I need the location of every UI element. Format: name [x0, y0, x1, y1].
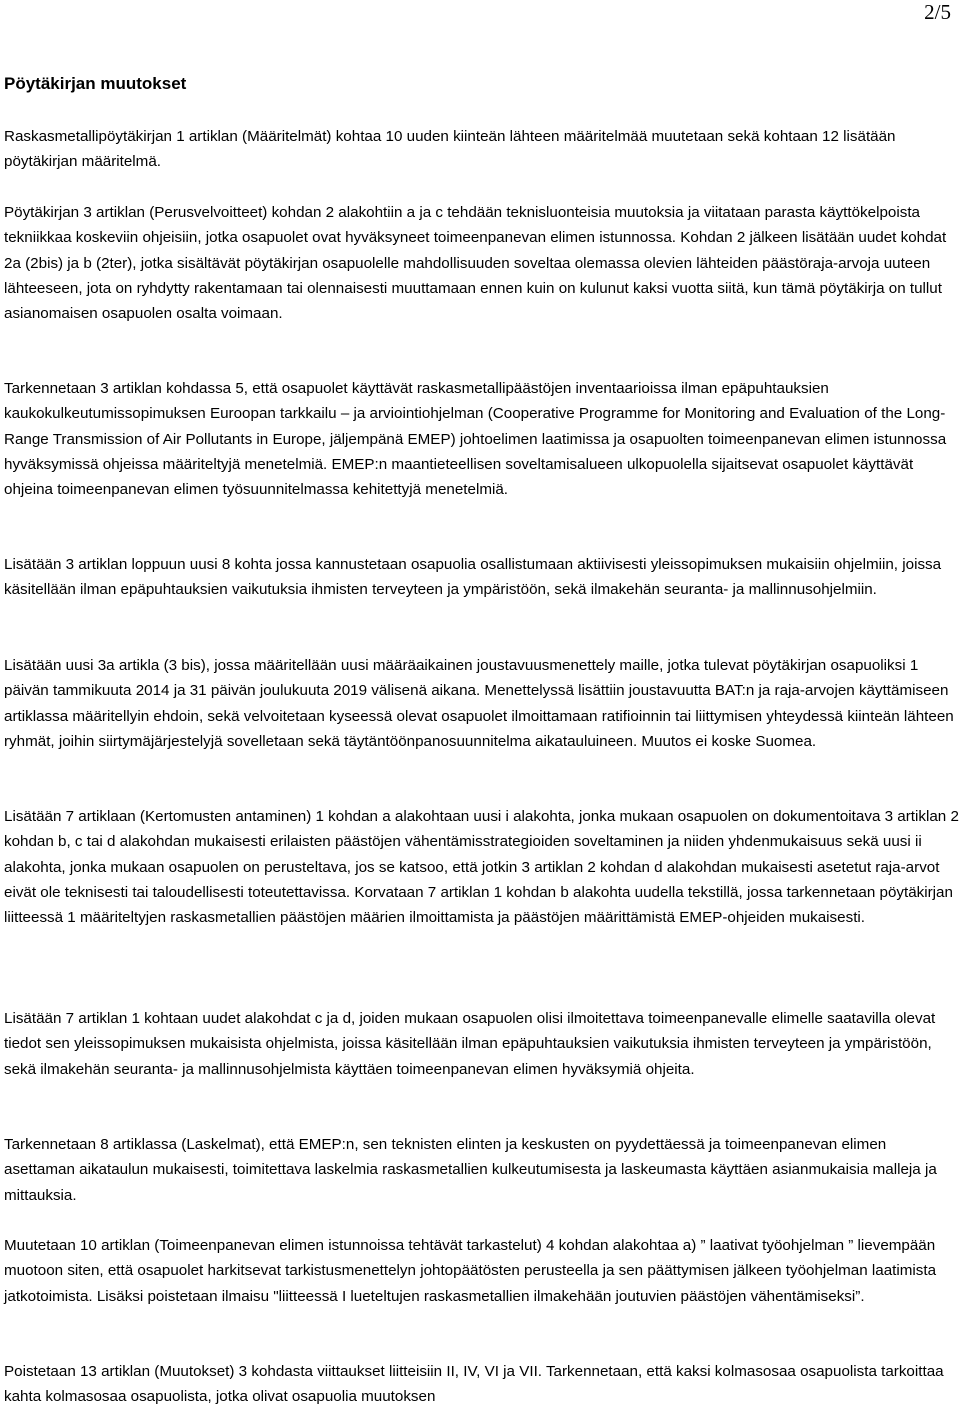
- paragraph-2: Pöytäkirjan 3 artiklan (Perusvelvoitteet) kohdan 2 alakohtiin a ja c tehdään teknisluonteisia muutoksia ja viitataan parasta käyttökelpoista tekniikkaa koskeviin ohjeisiin, jotka osapuolet ovat hyväksyneet toimeenpanevan elimen istunnossa. Kohdan 2 jälkeen lisätään uudet kohdat 2a (2bis) ja b (2ter), jotka sisältävät pöytäkirjan osapuolelle mahdollisuuden soveltaa olemassa olevien lähteiden päästöraja-arvoja uuteen lähteeseen, jota on ryhdytty rakentamaan tai olennaisesti muuttamaan ennen kuin on kulunut kaksi vuotta siitä, kun tämä pöytäkirja on tullut asianomaisen osapuolen osalta voimaan.: [4, 204, 947, 323]
- paragraph-8: Tarkennetaan 8 artiklassa (Laskelmat), että EMEP:n, sen teknisten elinten ja keskusten on pyydettäessä ja toimeenpanevan elimen asettaman aikataulun mukaisesti, toimitettava laskelmia raskasmetallien kulkeutumisesta ja laskeumasta käyttäen asianmukaisia malleja ja mittauksia.: [4, 1136, 937, 1204]
- paragraph-7: Lisätään 7 artiklan 1 kohtaan uudet alakohdat c ja d, joiden mukaan osapuolen olisi ilmoitettava toimeenpanevalle elimelle saatavilla olevat tiedot sen yleissopimuksen mukaisista ohjelmista, joissa käsitellään ilman epäpuhtauksien vaikutuksia ihmisten terveyteen ja ympäristöön, sekä ilmakehän seuranta- ja mallinnusohjelmista käyttäen toimeenpanevan elimen hyväksymiä ohjeita.: [4, 1010, 936, 1078]
- paragraph-9: Muutetaan 10 artiklan (Toimeenpanevan elimen istunnoissa tehtävät tarkastelut) 4 kohdan alakohtaa a) ” laativat työohjelman ” lievempään muotoon siten, että osapuolet harkitsevat tarkistusmenettelyn johtopäätösten perusteella ja sen päättymisen jälkeen työohjelman laatimista jatkotoimista. Lisäksi poistetaan ilmaisu "liitteessä I lueteltujen raskasmetallien ilmakehään joutuvien päästöjen vähentämiseksi”.: [4, 1237, 937, 1305]
- paragraph-10: Poistetaan 13 artiklan (Muutokset) 3 kohdasta viittaukset liitteisiin II, IV, VI ja VII. Tarkennetaan, että kaksi kolmasosaa osapuolista tarkoittaa kahta kolmasosaa osapuolista, jotka olivat osapuolia muutoksen: [4, 1363, 944, 1406]
- page-number: 2/5: [924, 0, 951, 24]
- paragraph-3: Tarkennetaan 3 artiklan kohdassa 5, että osapuolet käyttävät raskasmetallipäästöjen inventaarioissa ilman epäpuhtauksien kaukokulkeutumissopimuksen Euroopan tarkkailu – ja arviointiohjelman (Cooperative Programme for Monitoring and Evaluation of the Long-Range Transmission of Air Pollutants in Europe, jäljempänä EMEP) johtoelimen laatimissa ja osapuolten toimeenpanevan elimen istunnossa hyväksymissä ohjeissa määriteltyjä menetelmiä. EMEP:n maantieteellisen soveltamisalueen ulkopuolella sijaitsevat osapuolet käyttävät ohjeina toimeenpanevan elimen työsuunnitelmassa kehitettyjä menetelmiä.: [4, 380, 947, 499]
- paragraph-1: Raskasmetallipöytäkirjan 1 artiklan (Määritelmät) kohtaa 10 uuden kiinteän lähteen määritelmää muutetaan sekä kohtaan 12 lisätään pöytäkirjan määritelmä.: [4, 128, 896, 171]
- paragraph-6: Lisätään 7 artiklaan (Kertomusten antaminen) 1 kohdan a alakohtaan uusi i alakohta, jonka mukaan osapuolen on dokumentoitava 3 artiklan 2 kohdan b, c tai d alakohdan mukaisesti erilaisten päästöjen vähentämisstrategioiden soveltaminen ja niiden yhdenmukaisuus sekä uusi ii alakohta, jonka mukaan osapuolen on perusteltava, jos se katsoo, että jotkin 3 artiklan 2 kohdan d alakohdan mukaisesti asetetut raja-arvot eivät ole teknisesti tai taloudellisesti toteutettavissa. Korvataan 7 artiklan 1 kohdan b alakohta uudella tekstillä, jossa tarkennetaan pöytäkirjan liitteessä 1 määriteltyjen raskasmetallien päästöjen määrien ilmoittamista ja päästöjen määrittämistä EMEP-ohjeiden mukaisesti.: [4, 808, 959, 927]
- paragraph-4: Lisätään 3 artiklan loppuun uusi 8 kohta jossa kannustetaan osapuolia osallistumaan aktiivisesti yleissopimuksen mukaisiin ohjelmiin, joissa käsitellään ilman epäpuhtauksien vaikutuksia ihmisten terveyteen ja ympäristöön, sekä ilmakehän seuranta- ja mallinnusohjelmiin.: [4, 556, 942, 599]
- paragraph-5: Lisätään uusi 3a artikla (3 bis), jossa määritellään uusi määräaikainen joustavuusmenettely maille, jotka tulevat pöytäkirjan osapuoliksi 1 päivän tammikuuta 2014 ja 31 päivän joulukuuta 2019 välisenä aikana. Menettelyssä lisättiin joustavuutta BAT:n ja raja-arvojen käyttämiseen artiklassa määritellyin ehdoin, sekä velvoitetaan kyseessä olevat osapuolet ilmoittamaan ratifioinnin tai liittymisen yhteydessä kiinteän lähteen ryhmät, joihin siirtymäjärjestelyjä sovelletaan sekä täytäntöönpanosuunnitelma aikatauluineen. Muutos ei koske Suomea.: [4, 657, 954, 750]
- section-title: Pöytäkirjan muutokset: [4, 74, 187, 93]
